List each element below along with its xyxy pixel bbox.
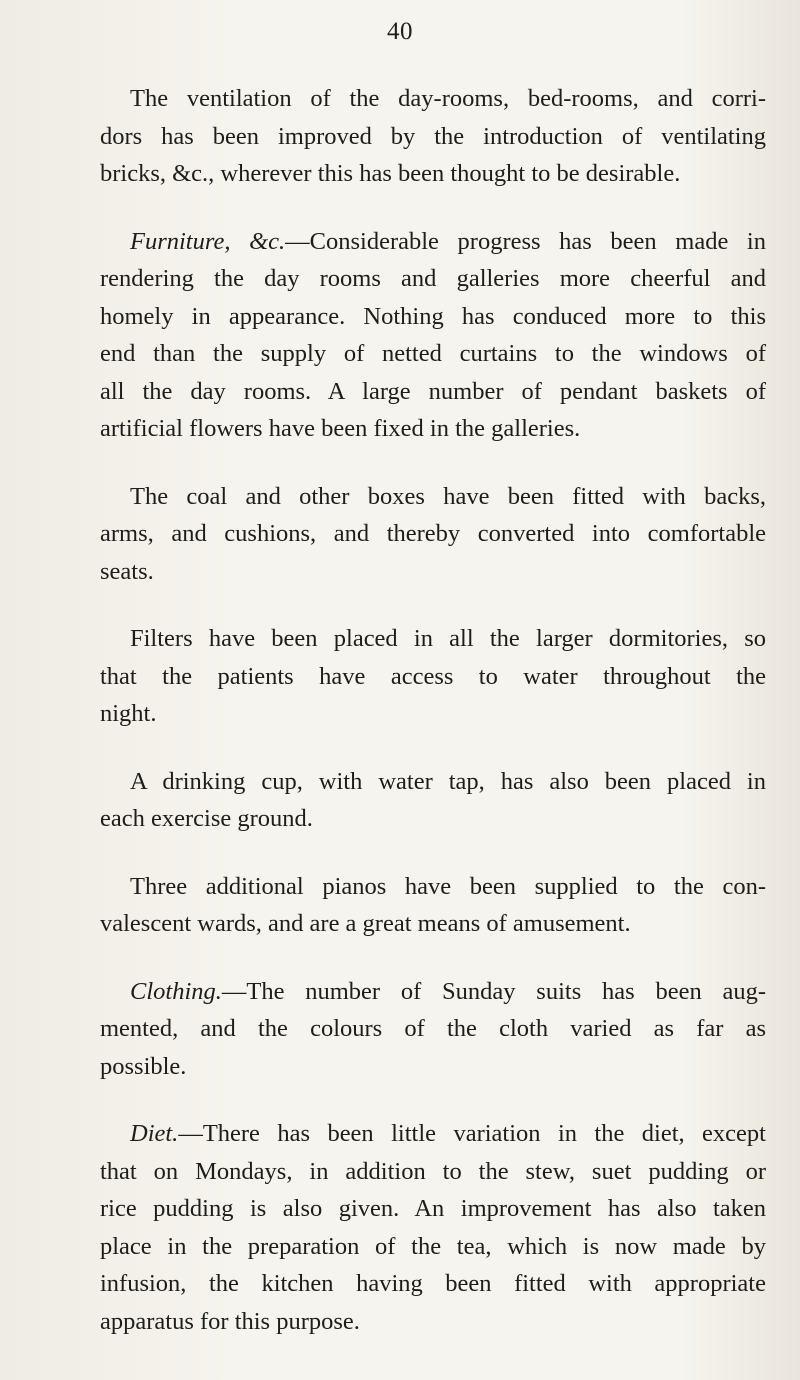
text-line: valescent wards, and are a great means of amusement. <box>100 910 631 937</box>
section-heading: Diet. <box>130 1120 179 1147</box>
paragraph-coal-boxes <box>100 478 766 591</box>
text-line: end than the supply of netted curtains to the windows of <box>100 340 766 367</box>
paragraph-pianos <box>100 868 766 943</box>
text-line: that on Mondays, in addition to the stew, suet pudding or <box>100 1157 766 1185</box>
text-line: mented, and the colours of the cloth varied as far as <box>100 1015 766 1042</box>
paragraph-clothing <box>100 973 766 1086</box>
text-line: bricks, &c., wherever this has been thought to be desirable. <box>100 160 681 187</box>
text-line: homely in appearance. Nothing has conduced more to this <box>100 302 766 330</box>
text-run: —The number of Sunday suits has been aug- <box>221 977 766 1005</box>
text-line: night. <box>100 700 157 727</box>
text-line: A drinking cup, with water tap, has also been placed in <box>130 767 766 795</box>
paragraph-drinking-cup <box>100 763 766 838</box>
page-number: 40 <box>387 18 413 45</box>
text-line: artificial flowers have been fixed in the galleries. <box>100 415 581 442</box>
text-line: infusion, the kitchen having been fitted with appropriate <box>100 1270 766 1297</box>
text-line: that the patients have access to water throughout the <box>100 662 766 690</box>
text-line: place in the preparation of the tea, which is now made by <box>100 1232 766 1260</box>
text-line: apparatus for this purpose. <box>100 1307 360 1335</box>
text-line: arms, and cushions, and thereby converted into comfortable <box>100 520 766 547</box>
paragraph-ventilation <box>100 80 766 193</box>
paragraph-furniture <box>100 223 766 448</box>
paragraph-diet <box>100 1115 766 1340</box>
text-line: all the day rooms. A large number of pendant baskets of <box>100 377 766 405</box>
text-line: possible. <box>100 1052 187 1080</box>
section-heading: Clothing. <box>130 977 222 1005</box>
text-line: Filters have been placed in all the larger dormitories, so <box>130 625 766 652</box>
text-line: rice pudding is also given. An improvement has also taken <box>100 1195 766 1222</box>
text-line <box>130 1115 766 1153</box>
paragraph-filters <box>100 620 766 733</box>
text-line: dors has been improved by the introduction of ventilating <box>100 122 766 150</box>
text-line: The coal and other boxes have been fitted with backs, <box>130 482 766 510</box>
text-line: seats. <box>100 557 154 585</box>
text-line: The ventilation of the day-rooms, bed-rooms, and corri- <box>130 85 766 112</box>
section-heading: Furniture, &c. <box>130 227 286 255</box>
text-line: Three additional pianos have been supplied to the con- <box>130 872 766 900</box>
text-line <box>130 223 766 261</box>
page-body <box>100 80 766 1370</box>
text-run: —Considerable progress has been made in <box>285 227 766 255</box>
text-line <box>130 973 766 1011</box>
text-line: rendering the day rooms and galleries more cheerful and <box>100 265 766 292</box>
text-line: each exercise ground. <box>100 805 313 832</box>
text-run: —There has been little variation in the diet, except <box>178 1120 766 1147</box>
